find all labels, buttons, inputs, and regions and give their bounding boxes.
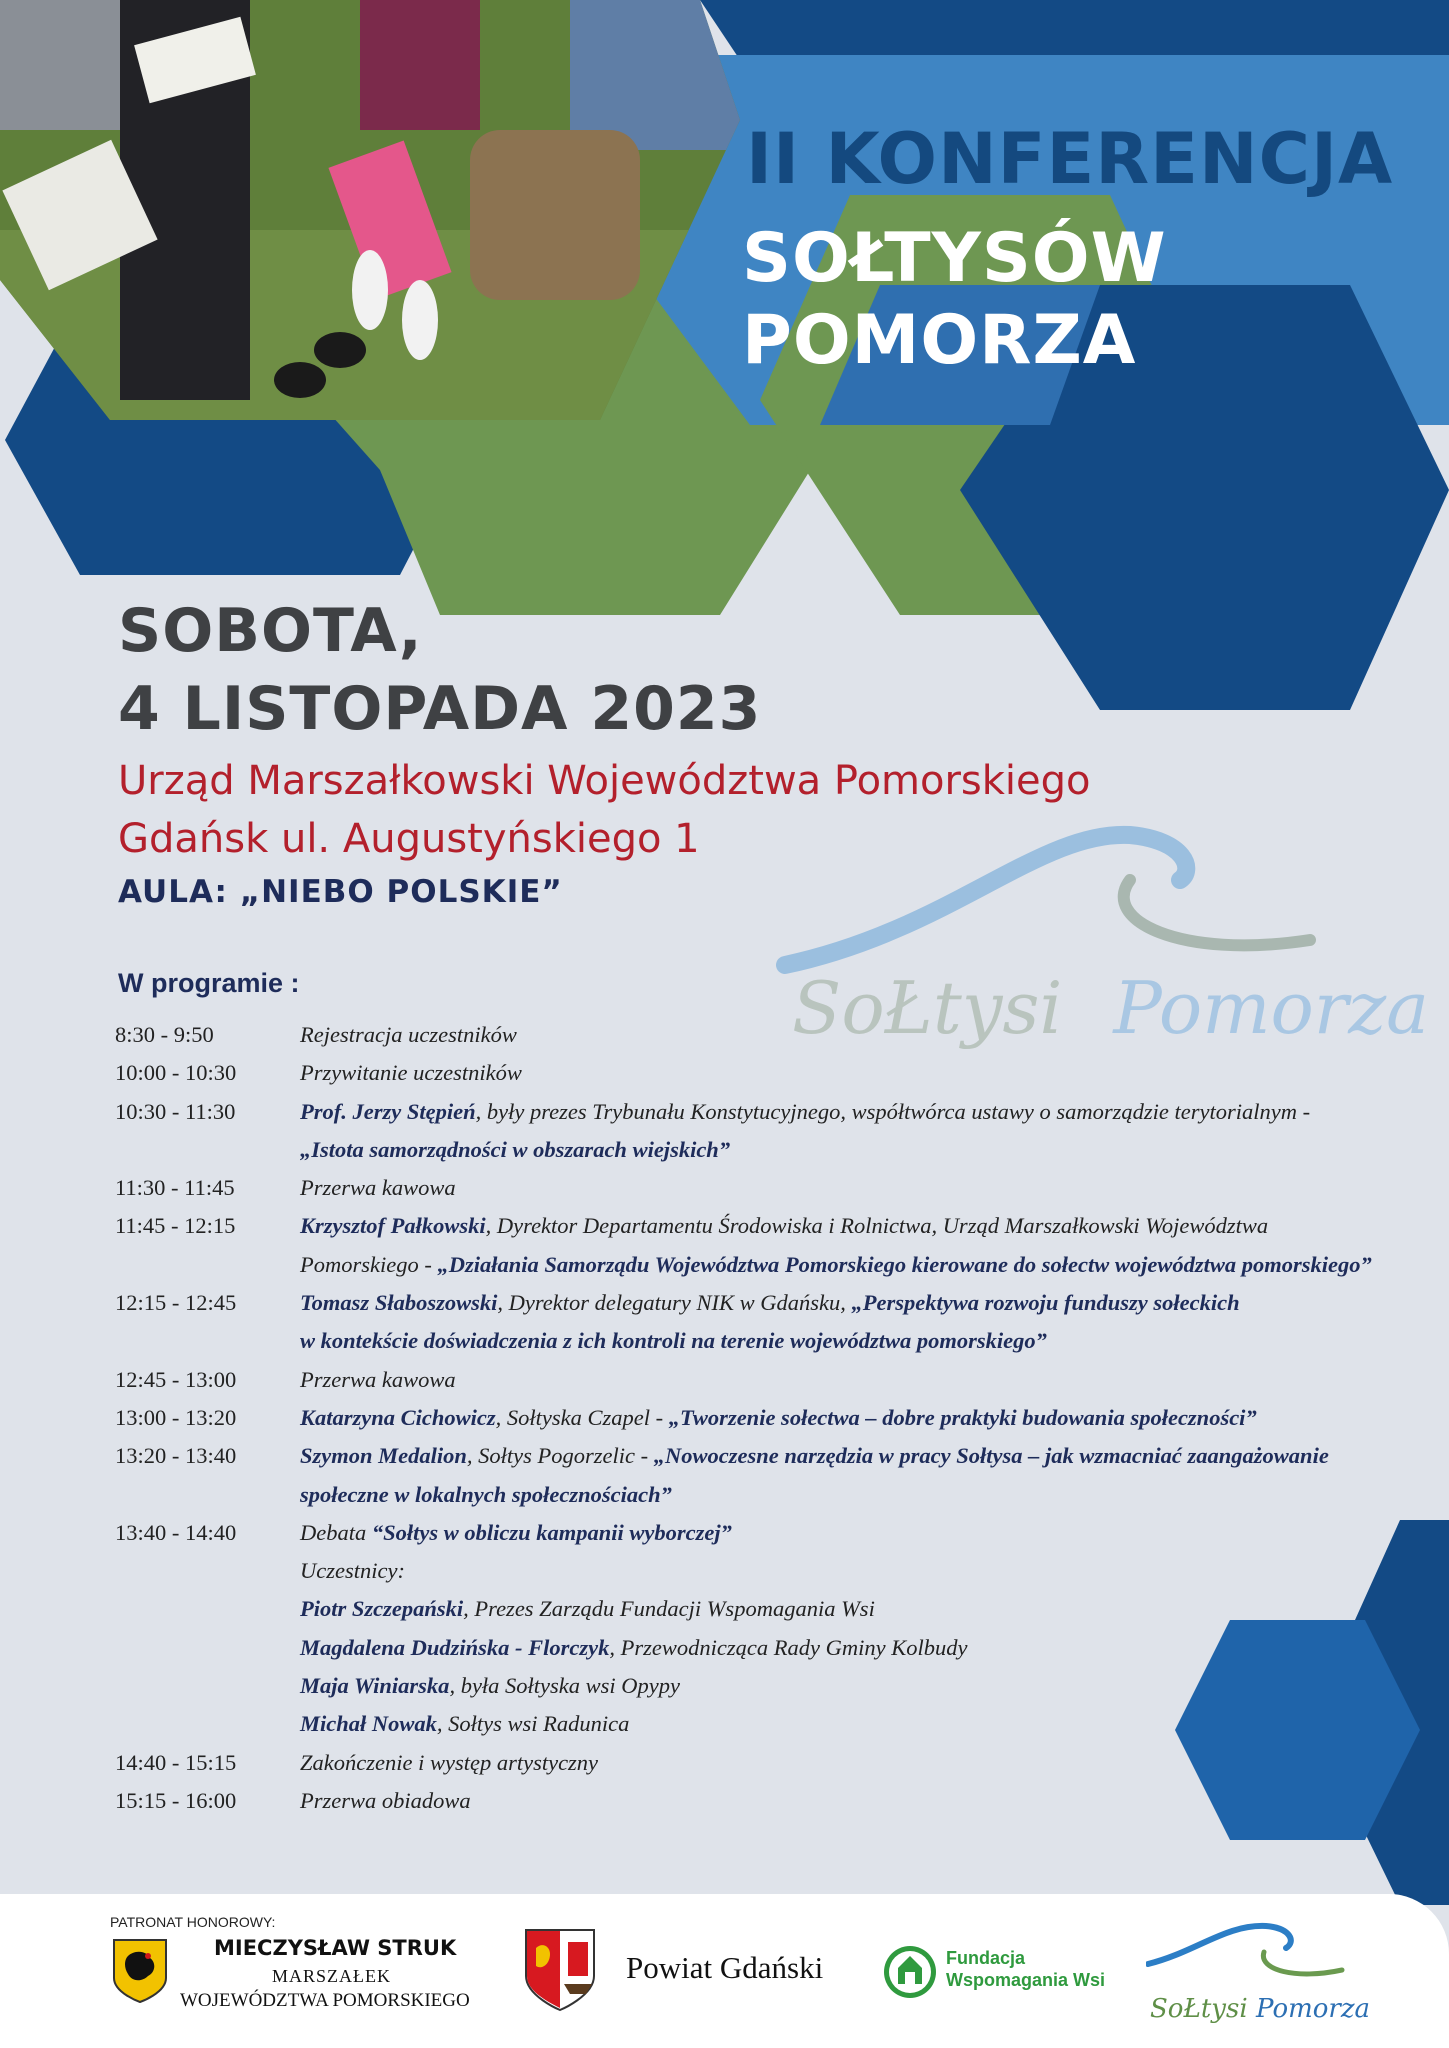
program-description bbox=[300, 1750, 598, 1776]
patron-name: MIECZYSŁAW STRUK bbox=[214, 1936, 457, 1960]
program-description bbox=[300, 1558, 405, 1584]
program-bold-text: Szymon Medalion bbox=[300, 1443, 467, 1469]
event-date-line2: 4 LISTOPADA 2023 bbox=[118, 674, 762, 744]
powiat-gdanski-coat-of-arms-icon bbox=[524, 1928, 596, 2012]
program-bold-text: Michał Nowak bbox=[300, 1711, 437, 1737]
program-row bbox=[0, 1592, 1449, 1630]
program-row bbox=[0, 1631, 1449, 1669]
program-time: 10:30 - 11:30 bbox=[115, 1098, 236, 1124]
patron-role-line2: WOJEWÓDZTWA POMORSKIEGO bbox=[180, 1990, 470, 2011]
program-row bbox=[0, 1478, 1449, 1516]
conference-title-line1: II KONFERENCJA bbox=[746, 118, 1394, 200]
program-description bbox=[300, 1022, 517, 1048]
program-time: 12:45 - 13:00 bbox=[115, 1366, 237, 1392]
program-description bbox=[300, 1596, 875, 1622]
program-time: 11:30 - 11:45 bbox=[115, 1175, 235, 1201]
program-time: 12:15 - 12:45 bbox=[115, 1290, 237, 1316]
program-description bbox=[300, 1099, 1310, 1125]
program-description bbox=[300, 1520, 732, 1546]
venue-line2: Gdańsk ul. Augustyńskiego 1 bbox=[118, 816, 700, 862]
program-plain-text: Uczestnicy: bbox=[300, 1558, 405, 1584]
fundacja-line1: Fundacja bbox=[946, 1948, 1026, 1968]
program-row bbox=[0, 1171, 1449, 1209]
program-row bbox=[0, 1324, 1449, 1362]
program-row bbox=[0, 1248, 1449, 1286]
fundacja-wspomagania-wsi-logo-icon bbox=[882, 1944, 938, 2000]
program-quote-text: w kontekście doświadczenia z ich kontroli na terenie województwa pomorskiego” bbox=[300, 1328, 1047, 1354]
program-bold-text: Piotr Szczepański bbox=[300, 1596, 464, 1622]
program-description bbox=[300, 1367, 456, 1393]
program-rest-text: , były prezes Trybunału Konstytucyjnego, współtwórca ustawy o samorządzie terytorialnym - bbox=[475, 1098, 1311, 1124]
program-quote-text: społeczne w lokalnych społecznościach” bbox=[300, 1481, 672, 1507]
event-date-line1: SOBOTA, bbox=[118, 596, 423, 666]
program-plain-text: Przerwa kawowa bbox=[300, 1175, 456, 1201]
program-description bbox=[300, 1635, 968, 1661]
program-row bbox=[0, 1363, 1449, 1401]
watermark-word1: SoŁtysi bbox=[792, 966, 1063, 1050]
program-row bbox=[0, 1784, 1449, 1822]
program-time: 10:00 - 10:30 bbox=[115, 1060, 237, 1086]
footer-soltysi-word2: Pomorza bbox=[1256, 1994, 1371, 2024]
footer-soltysi-word1: SoŁtysi bbox=[1150, 1994, 1248, 2024]
program-heading: W programie : bbox=[118, 968, 300, 998]
program-row bbox=[0, 1439, 1449, 1477]
program-row bbox=[0, 1401, 1449, 1439]
program-quote-text: „Nowoczesne narzędzia w pracy Sołtysa – jak wzmacniać zaangażowanie bbox=[653, 1443, 1329, 1469]
program-bold-text: Prof. Jerzy Stępień bbox=[300, 1098, 476, 1124]
program-time: 8:30 - 9:50 bbox=[115, 1022, 214, 1047]
program-quote-text: “Sołtys w obliczu kampanii wyborczej” bbox=[371, 1519, 732, 1545]
program-time: 13:00 - 13:20 bbox=[115, 1404, 237, 1430]
program-rest-text: , Przewodnicząca Rady Gminy Kolbudy bbox=[609, 1634, 968, 1660]
hexagon-navy-top-band bbox=[700, 0, 1449, 60]
soltysi-pomorza-wave-logo-icon bbox=[1146, 1912, 1346, 1992]
program-row bbox=[0, 1746, 1449, 1784]
program-rest-text: , Dyrektor Departamentu Środowiska i Rolnictwa, Urząd Marszałkowski Województwa bbox=[485, 1213, 1269, 1239]
program-rest-text: , Sołtys Pogorzelic - bbox=[466, 1443, 654, 1469]
program-description bbox=[300, 1175, 456, 1201]
program-plain-text: Pomorskiego - bbox=[300, 1251, 438, 1277]
program-time: 13:40 - 14:40 bbox=[115, 1519, 237, 1545]
powiat-gdanski-label: Powiat Gdański bbox=[626, 1950, 824, 1985]
conference-title-line2: SOŁTYSÓW bbox=[742, 219, 1167, 298]
program-bold-text: Maja Winiarska bbox=[300, 1673, 450, 1699]
patron-role-line1: MARSZAŁEK bbox=[272, 1966, 392, 1986]
program-rest-text: , Dyrektor delegatury NIK w Gdańsku, bbox=[497, 1290, 852, 1316]
program-quote-text: „Istota samorządności w obszarach wiejskich” bbox=[300, 1136, 731, 1162]
program-time: 13:20 - 13:40 bbox=[115, 1443, 237, 1469]
program-row bbox=[0, 1707, 1449, 1745]
program-bold-text: Tomasz Słaboszowski bbox=[300, 1290, 498, 1316]
program-description bbox=[300, 1482, 672, 1508]
program-row bbox=[0, 1516, 1449, 1554]
program-quote-text: „Działania Samorządu Województwa Pomorskiego kierowane do sołectw województwa pomorskiego” bbox=[437, 1251, 1372, 1277]
program-description bbox=[300, 1328, 1047, 1354]
program-description bbox=[300, 1213, 1268, 1239]
program-rest-text: , Sołtys wsi Radunica bbox=[436, 1711, 630, 1737]
program-row bbox=[0, 1286, 1449, 1324]
program-description bbox=[300, 1788, 471, 1814]
event-date bbox=[118, 592, 761, 748]
program-time: 15:15 - 16:00 bbox=[115, 1787, 237, 1813]
event-aula: AULA: „NIEBO POLSKIE” bbox=[118, 874, 563, 910]
conference-title-block bbox=[742, 218, 1167, 382]
patronat-label: PATRONAT HONOROWY: bbox=[110, 1914, 276, 1930]
program-quote-text: „Perspektywa rozwoju funduszy sołeckich bbox=[851, 1290, 1240, 1316]
program-description bbox=[300, 1252, 1372, 1278]
pomorskie-coat-of-arms-icon bbox=[112, 1938, 168, 2004]
program-row bbox=[0, 1209, 1449, 1247]
program-plain-text: Przywitanie uczestników bbox=[300, 1060, 522, 1086]
venue-line1: Urząd Marszałkowski Województwa Pomorskiego bbox=[118, 758, 1091, 804]
program-rest-text: , była Sołtyska wsi Opypy bbox=[449, 1673, 681, 1699]
program-description bbox=[300, 1673, 680, 1699]
program-description bbox=[300, 1290, 1240, 1316]
program-rest-text: , Prezes Zarządu Fundacji Wspomagania Wsi bbox=[463, 1596, 875, 1622]
program-plain-text: Przerwa obiadowa bbox=[300, 1787, 471, 1813]
program-time: 11:45 - 12:15 bbox=[115, 1213, 236, 1239]
program-plain-text: Przerwa kawowa bbox=[300, 1366, 456, 1392]
program-bold-text: Magdalena Dudzińska - Florczyk bbox=[300, 1634, 610, 1660]
program-description bbox=[300, 1137, 730, 1163]
program-bold-text: Krzysztof Pałkowski bbox=[300, 1213, 486, 1239]
program-quote-text: „Tworzenie sołectwa – dobre praktyki budowania społeczności” bbox=[668, 1404, 1257, 1430]
program-bold-text: Katarzyna Cichowicz bbox=[300, 1404, 496, 1430]
program-plain-text: Debata bbox=[300, 1519, 372, 1545]
program-description bbox=[300, 1405, 1257, 1431]
program-row bbox=[0, 1095, 1449, 1133]
program-plain-text: Rejestracja uczestników bbox=[300, 1022, 517, 1047]
event-venue bbox=[118, 752, 1091, 868]
watermark-word2: Pomorza bbox=[1113, 966, 1430, 1050]
program-plain-text: Zakończenie i występ artystyczny bbox=[300, 1749, 599, 1775]
program-list bbox=[0, 1018, 1449, 1822]
program-row bbox=[0, 1056, 1449, 1094]
conference-title-line3: POMORZA bbox=[742, 301, 1137, 380]
program-description bbox=[300, 1060, 522, 1086]
program-row bbox=[0, 1669, 1449, 1707]
fundacja-line2: Wspomagania Wsi bbox=[946, 1970, 1106, 1990]
program-description bbox=[300, 1711, 629, 1737]
program-description bbox=[300, 1443, 1329, 1469]
program-rest-text: , Sołtyska Czapel - bbox=[495, 1404, 669, 1430]
watermark-wave-green-icon bbox=[1124, 880, 1310, 945]
program-row bbox=[0, 1133, 1449, 1171]
program-row bbox=[0, 1018, 1449, 1056]
program-row bbox=[0, 1554, 1449, 1592]
program-time: 14:40 - 15:15 bbox=[115, 1749, 237, 1775]
